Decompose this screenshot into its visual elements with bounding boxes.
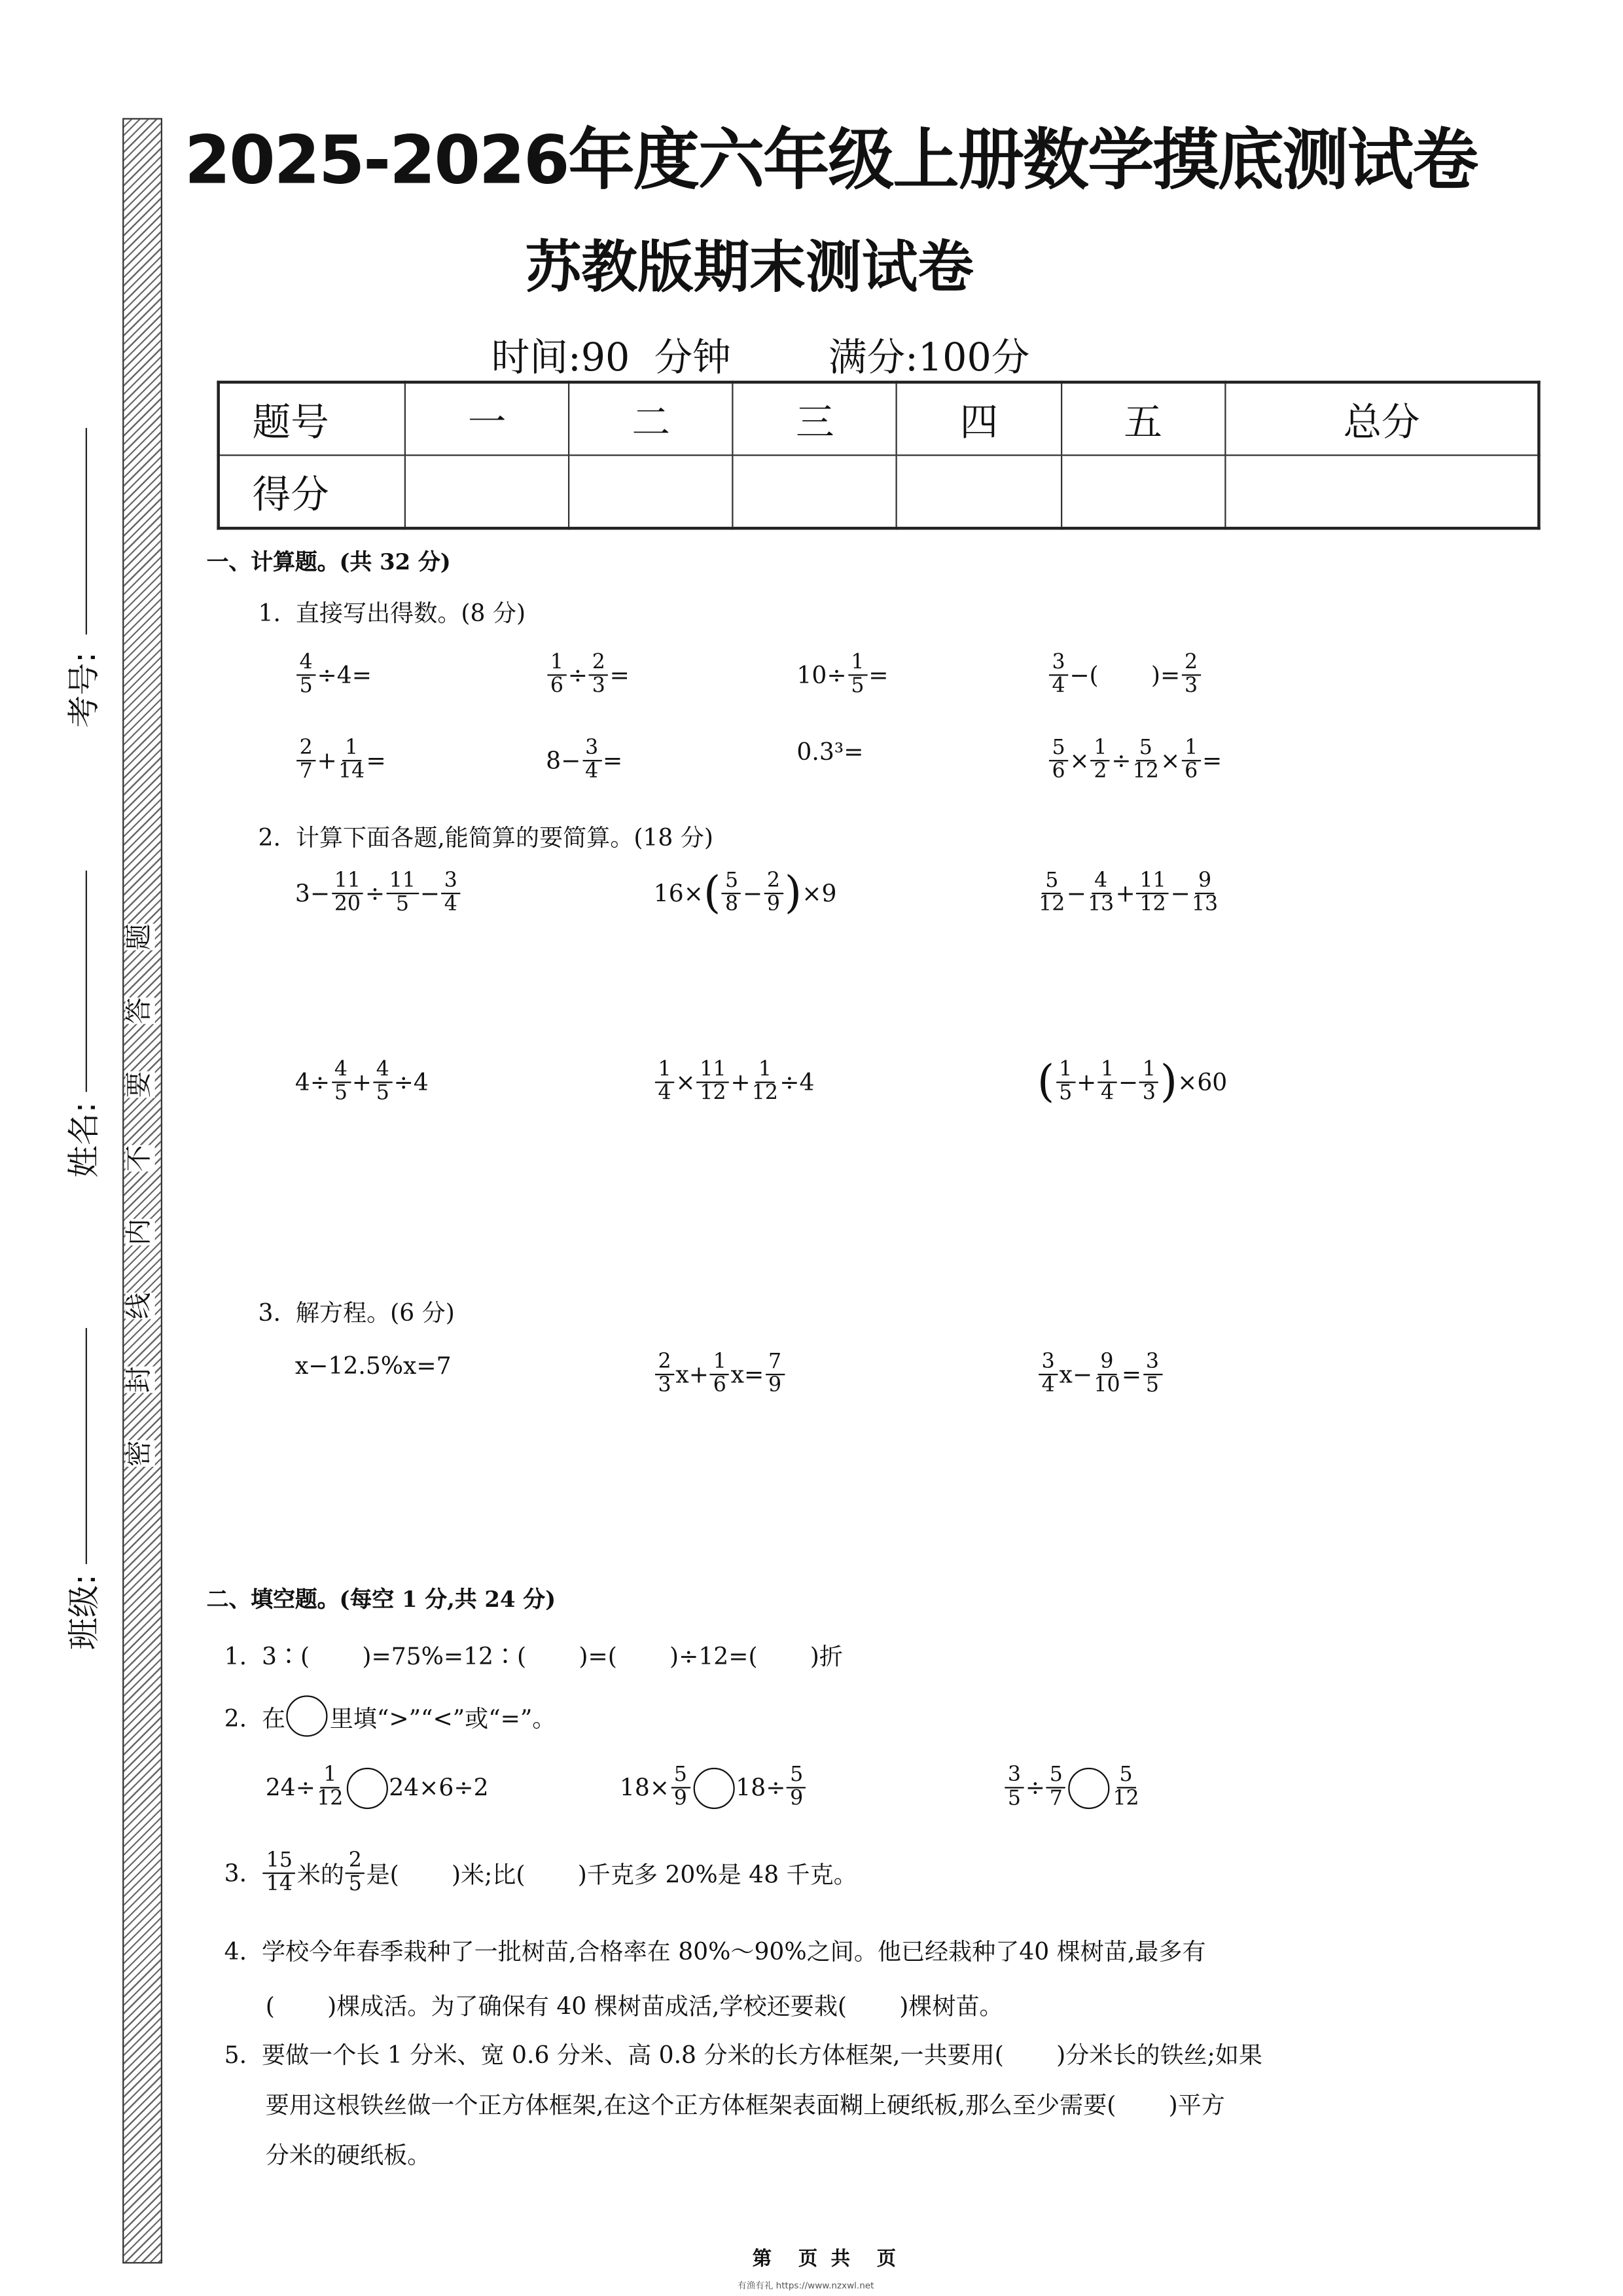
comparison-expression: [266, 1765, 489, 1810]
numerator: 11: [331, 870, 363, 894]
seal-char: 封: [124, 1366, 155, 1393]
expr-text: −: [1066, 879, 1086, 908]
calc-expression: [654, 1060, 815, 1105]
score-cell[interactable]: [405, 456, 569, 529]
numerator: 2: [655, 1352, 674, 1375]
page-title: 2025-2026年度六年级上册数学摸底测试卷: [184, 120, 1478, 200]
numerator: 11: [1137, 870, 1169, 894]
comparison-expression: [1003, 1765, 1141, 1810]
comparison-circle[interactable]: [693, 1767, 734, 1808]
expr-text: +: [317, 746, 337, 775]
expr-text: =: [868, 661, 889, 689]
fraction: [338, 738, 365, 783]
expr-text: ÷: [1025, 1773, 1045, 1802]
fraction: [1113, 1765, 1139, 1810]
numerator: 3: [1039, 1352, 1058, 1375]
page-subtitle: 苏教版期末测试卷: [525, 234, 974, 300]
denominator: 6: [1185, 760, 1198, 784]
numerator: 1: [755, 1060, 774, 1083]
equation: [654, 1352, 786, 1397]
fraction: [1192, 870, 1218, 916]
denominator: 12: [1139, 892, 1166, 917]
numerator: 11: [386, 870, 418, 894]
numerator: 1: [848, 652, 867, 675]
fraction: [671, 1765, 690, 1810]
denominator: 5: [334, 1081, 348, 1105]
expr-text: −: [1170, 879, 1190, 908]
numerator: 1: [1091, 738, 1110, 761]
numerator: 2: [589, 652, 608, 675]
fraction: [1039, 1352, 1058, 1397]
table-header-cell: 二: [569, 382, 733, 456]
expr-text: =: [602, 746, 623, 775]
fraction: [373, 1060, 392, 1105]
parenthesis: ): [784, 867, 802, 919]
calc-expression: [1048, 652, 1202, 698]
expr-text: ×: [1160, 746, 1181, 775]
fraction: [547, 652, 566, 698]
numerator: 5: [787, 1765, 806, 1788]
numerator: 11: [697, 1060, 729, 1083]
expr-text: 8−: [546, 746, 581, 775]
numerator: 1: [655, 1060, 674, 1083]
score-cell[interactable]: [1225, 456, 1539, 529]
numerator: 1: [342, 738, 361, 761]
table-header-cell: 五: [1061, 382, 1225, 456]
numerator: 2: [296, 738, 315, 761]
fraction: [346, 1850, 365, 1896]
fraction: [1046, 1765, 1065, 1810]
denominator: 5: [348, 1872, 362, 1897]
denominator: 6: [1052, 760, 1065, 784]
expr-text: 10÷: [796, 661, 847, 689]
question-2-label: 2. 计算下面各题,能简算的要简算。(18 分): [258, 823, 713, 852]
denominator: 9: [768, 1373, 782, 1398]
fraction: [752, 1060, 778, 1105]
seal-char: 内: [124, 1219, 155, 1246]
seal-char: 要: [124, 1071, 155, 1098]
numerator: 4: [1092, 870, 1111, 894]
numerator: 5: [1043, 870, 1061, 894]
calc-expression: [546, 738, 622, 783]
denominator: 5: [1145, 1373, 1159, 1398]
equation: [1037, 1352, 1164, 1397]
denominator: 13: [1088, 892, 1115, 917]
calc-expression: [295, 870, 462, 916]
page-number: 第 页 共 页: [752, 2248, 897, 2271]
question-1-label: 1. 直接写出得数。(8 分): [258, 599, 526, 628]
numerator: 7: [765, 1352, 784, 1375]
fraction: [296, 738, 315, 783]
numerator: 1: [1056, 1060, 1075, 1083]
expr-text: =: [1121, 1360, 1142, 1389]
expr-text: 24×6÷2: [389, 1773, 489, 1802]
numerator: 5: [671, 1765, 690, 1788]
table-header-cell: 题号: [219, 382, 405, 456]
expr-text: 是( )米;比( )千克多 20%是 48 千克。: [366, 1860, 857, 1889]
fraction: [589, 652, 608, 698]
numerator: 1: [547, 652, 566, 675]
fill-q2-label: [224, 1695, 556, 1736]
numerator: 2: [346, 1850, 365, 1874]
denominator: 12: [751, 1081, 779, 1105]
expr-text: ÷4: [779, 1068, 815, 1097]
fill-q1: 1. 3∶( )=75%=12∶( )=( )÷12=( )折: [224, 1642, 843, 1671]
denominator: 14: [338, 760, 365, 784]
numerator: 3: [1143, 1352, 1162, 1375]
expr-text: 0.3³=: [796, 738, 864, 766]
table-header-cell: 三: [733, 382, 897, 456]
denominator: 9: [790, 1787, 804, 1811]
denominator: 10: [1094, 1373, 1120, 1398]
expr-text: ×60: [1177, 1068, 1228, 1097]
calc-expression: [295, 652, 372, 698]
fraction: [1094, 1352, 1120, 1397]
expr-text: ÷4=: [317, 661, 372, 689]
expr-text: −: [742, 879, 763, 908]
fraction: [710, 1352, 729, 1397]
expr-text: ÷: [1111, 746, 1132, 775]
parenthesis: ): [1160, 1056, 1178, 1108]
expr-text: ÷: [365, 879, 385, 908]
fraction: [1133, 738, 1159, 783]
expr-text: x−: [1059, 1360, 1093, 1389]
expr-text: 24÷: [265, 1773, 315, 1802]
denominator: 6: [550, 674, 564, 698]
denominator: 12: [317, 1787, 344, 1811]
fraction: [1049, 738, 1068, 783]
numerator: 5: [1049, 738, 1068, 761]
fraction: [441, 870, 460, 916]
denominator: 3: [1142, 1081, 1156, 1105]
numerator: 5: [722, 870, 741, 894]
numerator: 1: [1139, 1060, 1158, 1083]
fraction: [1181, 652, 1200, 698]
table-row: [219, 382, 1539, 456]
fraction: [697, 1060, 729, 1105]
expr-text: =: [609, 661, 630, 689]
expr-text: ÷4: [393, 1068, 429, 1097]
expr-text: 18÷: [736, 1773, 786, 1802]
denominator: 7: [299, 760, 313, 784]
denominator: 7: [1049, 1787, 1063, 1811]
denominator: 5: [1059, 1081, 1073, 1105]
expr-text: ×9: [802, 879, 837, 908]
calc-expression: [796, 652, 888, 698]
expr-text: +: [351, 1068, 372, 1097]
fill-q5-line1: 5. 要做一个长 1 分米、宽 0.6 分米、高 0.8 分米的长方体框架,一共要用( )分米长的铁丝;如果: [224, 2040, 1262, 2069]
expr-text: −( )=: [1069, 661, 1181, 689]
expr-text: =: [366, 746, 386, 775]
denominator: 8: [725, 892, 739, 917]
fill-q4-line1: 4. 学校今年春季栽种了一批树苗,合格率在 80%～90%之间。他已经栽种了40 棵树苗,最多有: [224, 1937, 1206, 1965]
exam-info: 时间:90 分钟 满分:100分: [491, 336, 1030, 381]
calc-expression: [1048, 738, 1222, 783]
score-cell[interactable]: [733, 456, 897, 529]
numerator: 15: [263, 1850, 295, 1874]
parenthesis: (: [1037, 1056, 1055, 1108]
numerator: 4: [373, 1060, 392, 1083]
fraction: [1049, 652, 1068, 698]
expr-text: −: [419, 879, 440, 908]
denominator: 4: [444, 892, 457, 917]
calc-expression: [653, 867, 837, 919]
expr-text: +: [730, 1068, 751, 1097]
exam-id-label: 考号:: [66, 652, 104, 728]
denominator: 5: [376, 1081, 389, 1105]
numerator: 3: [1049, 652, 1068, 675]
comparison-circle[interactable]: [287, 1695, 328, 1736]
calc-expression: [796, 738, 863, 766]
denominator: 12: [1113, 1787, 1139, 1811]
expr-text: 4÷: [294, 1068, 330, 1097]
expr-text: x=: [730, 1360, 764, 1389]
denominator: 4: [585, 760, 599, 784]
calc-expression: [1037, 1056, 1228, 1108]
question-3-label: 3. 解方程。(6 分): [258, 1298, 455, 1327]
expr-text: 2. 在: [224, 1703, 286, 1732]
numerator: 5: [1046, 1765, 1065, 1788]
denominator: 9: [766, 892, 781, 917]
fraction: [1056, 1060, 1075, 1105]
denominator: 5: [1007, 1787, 1021, 1811]
numerator: 9: [1097, 1352, 1116, 1375]
section-2-title: 二、填空题。(每空 1 分,共 24 分): [206, 1586, 556, 1613]
denominator: 12: [1132, 760, 1159, 784]
denominator: 3: [592, 674, 605, 698]
fraction: [331, 1060, 350, 1105]
fraction: [764, 870, 783, 916]
numerator: 4: [296, 652, 315, 675]
denominator: 9: [673, 1787, 687, 1811]
numerator: 2: [764, 870, 783, 894]
fraction: [1143, 1352, 1162, 1397]
fraction: [655, 1352, 674, 1397]
expr-text: ×: [675, 1068, 696, 1097]
numerator: 5: [1136, 738, 1155, 761]
fraction: [331, 870, 363, 916]
score-cell[interactable]: [897, 456, 1061, 529]
seal-char: 线: [124, 1292, 155, 1319]
fraction: [317, 1765, 343, 1810]
expr-text: x−12.5%x=7: [294, 1352, 452, 1380]
fill-q5-line2: 要用这根铁丝做一个正方体框架,在这个正方体框架表面糊上硬纸板,那么至少需要( )平方: [265, 2090, 1225, 2119]
id-line: [86, 428, 87, 635]
denominator: 14: [266, 1872, 293, 1897]
expr-text: 3.: [224, 1859, 262, 1888]
numerator: 3: [441, 870, 460, 894]
parenthesis: (: [703, 867, 721, 919]
fill-q4-line2: ( )棵成活。为了确保有 40 棵树苗成活,学校还要栽( )棵树苗。: [265, 1992, 1003, 2020]
equation: [295, 1352, 452, 1380]
denominator: 20: [334, 892, 361, 917]
fraction: [1005, 1765, 1024, 1810]
fraction: [1137, 870, 1169, 916]
comparison-circle[interactable]: [346, 1767, 387, 1808]
denominator: 5: [299, 674, 313, 698]
calc-expression: [295, 738, 386, 783]
score-cell[interactable]: [1061, 456, 1225, 529]
fraction: [263, 1850, 295, 1896]
denominator: 4: [1052, 674, 1065, 698]
expr-text: ÷: [567, 661, 588, 689]
expr-text: 3−: [294, 879, 330, 908]
expr-text: 里填“>”“<”或“=”。: [329, 1703, 556, 1732]
denominator: 3: [658, 1373, 671, 1398]
fraction: [1039, 870, 1065, 916]
fraction: [1139, 1060, 1158, 1105]
fill-q5-line3: 分米的硬纸板。: [265, 2141, 431, 2170]
fraction: [296, 652, 315, 698]
expr-text: =: [1202, 746, 1222, 775]
expr-text: +: [1115, 879, 1135, 908]
table-row: [219, 456, 1539, 529]
seal-char: 不: [124, 1145, 155, 1172]
binding-margin: [122, 118, 162, 2263]
numerator: 3: [582, 738, 601, 761]
expr-text: ×: [1069, 746, 1090, 775]
comparison-expression: [620, 1765, 808, 1810]
denominator: 5: [851, 674, 865, 698]
numerator: 5: [1116, 1765, 1135, 1788]
seal-char: 答: [124, 997, 155, 1024]
denominator: 6: [713, 1373, 726, 1398]
numerator: 1: [1097, 1060, 1116, 1083]
expr-text: 米的: [296, 1860, 344, 1889]
denominator: 12: [700, 1081, 726, 1105]
numerator: 9: [1195, 870, 1214, 894]
score-table: [217, 381, 1540, 530]
fraction: [1088, 870, 1114, 916]
numerator: 1: [710, 1352, 729, 1375]
denominator: 4: [658, 1081, 671, 1105]
fraction: [722, 870, 741, 916]
fraction: [787, 1765, 806, 1810]
calc-expression: [1037, 870, 1220, 916]
expr-text: 16×: [653, 879, 704, 908]
comparison-circle[interactable]: [1069, 1767, 1110, 1808]
name-line: [86, 870, 87, 1092]
table-header-cell: 一: [405, 382, 569, 456]
calc-expression: [546, 652, 630, 698]
denominator: 12: [1039, 892, 1065, 917]
denominator: 4: [1041, 1373, 1055, 1398]
table-header-cell: 四: [897, 382, 1061, 456]
calc-expression: [295, 1060, 429, 1105]
score-cell[interactable]: [569, 456, 733, 529]
class-label: 班级:: [66, 1574, 104, 1651]
fraction: [655, 1060, 674, 1105]
seal-char: 密: [124, 1440, 155, 1467]
section-1-title: 一、计算题。(共 32 分): [206, 548, 451, 576]
expr-text: +: [1076, 1068, 1097, 1097]
table-header-cell: 总分: [1225, 382, 1539, 456]
fraction: [1182, 738, 1201, 783]
fraction: [765, 1352, 784, 1397]
denominator: 2: [1094, 760, 1107, 784]
fraction: [386, 870, 418, 916]
numerator: 1: [321, 1765, 340, 1788]
fraction: [1091, 738, 1110, 783]
class-line: [86, 1328, 87, 1564]
score-row-label: 得分: [219, 456, 405, 529]
expr-text: x+: [675, 1360, 709, 1389]
fraction: [848, 652, 867, 698]
denominator: 4: [1100, 1081, 1115, 1105]
denominator: 3: [1184, 674, 1198, 698]
denominator: 5: [395, 892, 409, 917]
numerator: 4: [331, 1060, 350, 1083]
expr-text: −: [1118, 1068, 1139, 1097]
numerator: 3: [1005, 1765, 1024, 1788]
denominator: 13: [1191, 892, 1219, 917]
seal-char: 题: [124, 924, 155, 950]
fraction: [1097, 1060, 1116, 1105]
fraction: [582, 738, 601, 783]
numerator: 2: [1181, 652, 1200, 675]
expr-text: 18×: [619, 1773, 670, 1802]
name-label: 姓名:: [66, 1102, 104, 1178]
watermark: 有渔有礼 https://www.nzxwl.net: [738, 2281, 874, 2292]
numerator: 1: [1182, 738, 1201, 761]
fill-q3: [224, 1850, 857, 1896]
